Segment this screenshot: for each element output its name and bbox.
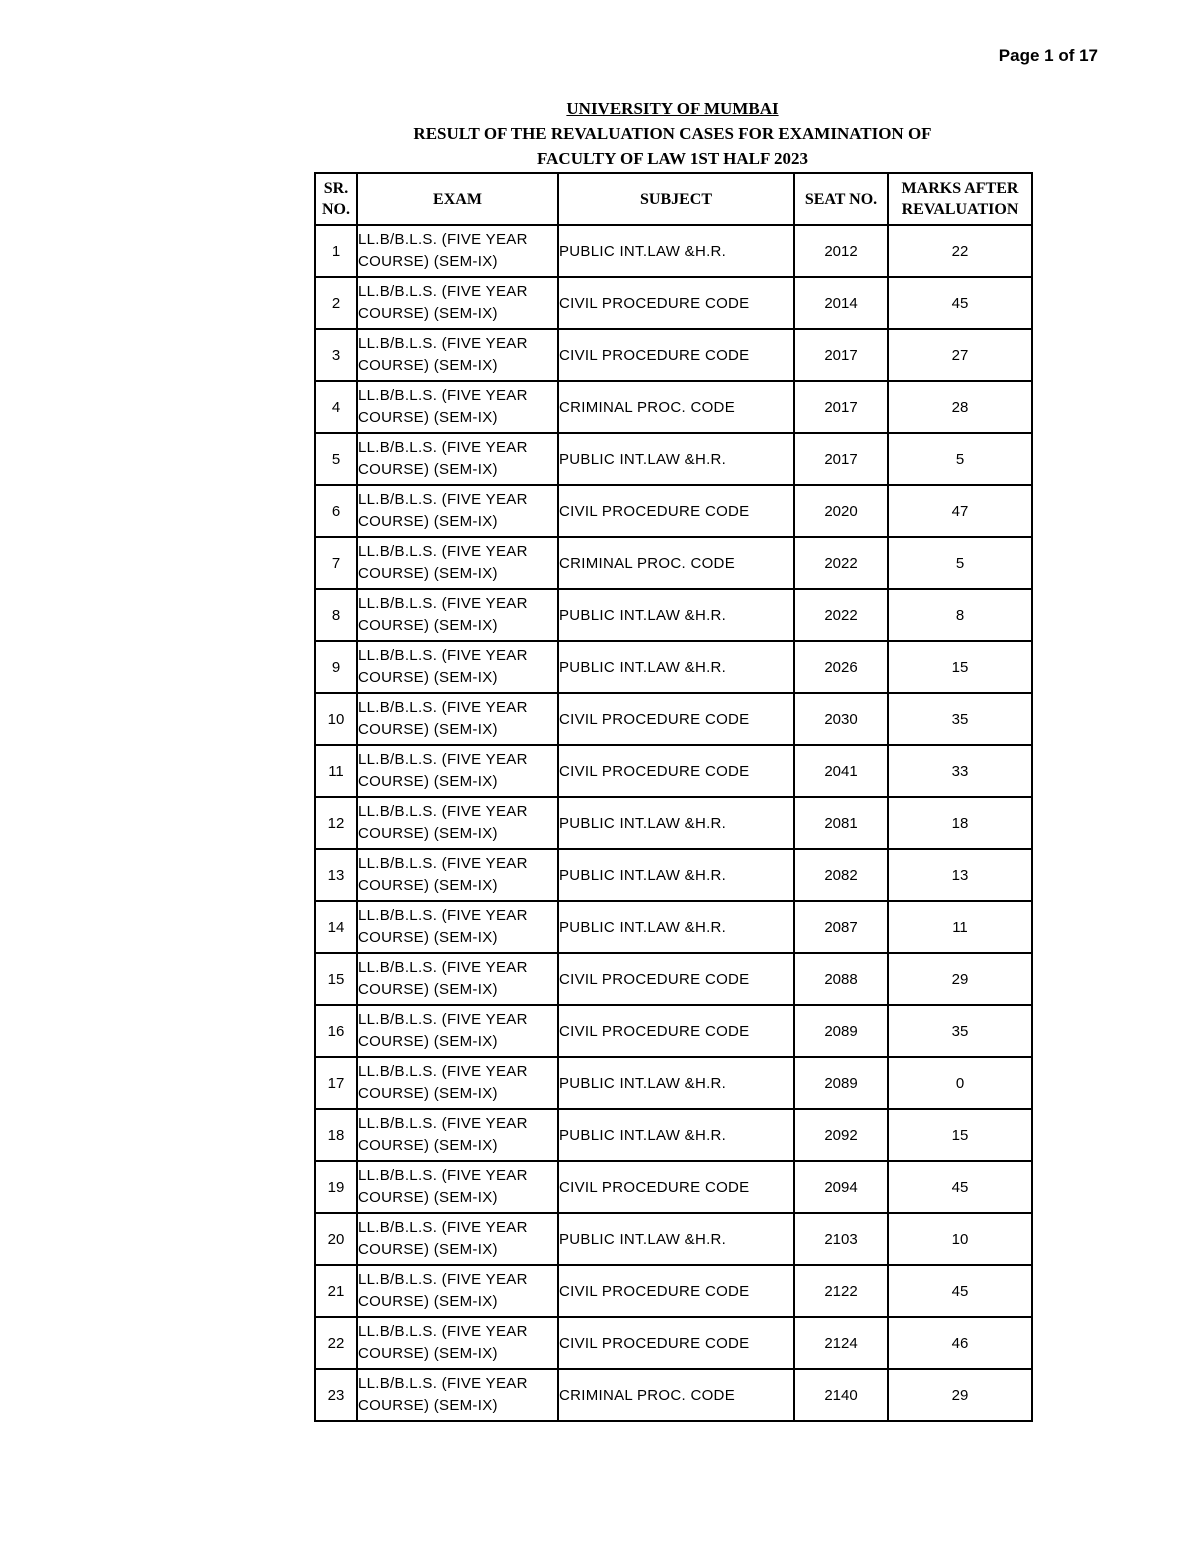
cell-sr: 1 bbox=[315, 225, 357, 277]
table-row bbox=[315, 589, 1032, 641]
cell-exam-line2: COURSE) (SEM-IX) bbox=[358, 1085, 498, 1102]
cell-exam-line1: LL.B/B.L.S. (FIVE YEAR bbox=[358, 543, 528, 560]
cell-exam-line1: LL.B/B.L.S. (FIVE YEAR bbox=[358, 1011, 528, 1028]
cell-exam-line2: COURSE) (SEM-IX) bbox=[358, 825, 498, 842]
page-number: Page 1 of 17 bbox=[998, 46, 1098, 65]
cell-subject: PUBLIC INT.LAW &H.R. bbox=[558, 1213, 794, 1265]
cell-exam bbox=[357, 485, 558, 537]
cell-exam-line1: LL.B/B.L.S. (FIVE YEAR bbox=[358, 1115, 528, 1132]
col-header-subject: SUBJECT bbox=[558, 173, 794, 225]
cell-exam-line1: LL.B/B.L.S. (FIVE YEAR bbox=[358, 1271, 528, 1288]
table-row bbox=[315, 225, 1032, 277]
cell-exam-line2: COURSE) (SEM-IX) bbox=[358, 461, 498, 478]
cell-exam bbox=[357, 901, 558, 953]
table-row bbox=[315, 277, 1032, 329]
cell-exam bbox=[357, 225, 558, 277]
cell-subject: CIVIL PROCEDURE CODE bbox=[558, 693, 794, 745]
cell-seat-no: 2030 bbox=[794, 693, 888, 745]
cell-exam-line1: LL.B/B.L.S. (FIVE YEAR bbox=[358, 751, 528, 768]
cell-exam-line2: COURSE) (SEM-IX) bbox=[358, 617, 498, 634]
cell-seat-no: 2020 bbox=[794, 485, 888, 537]
cell-subject: CIVIL PROCEDURE CODE bbox=[558, 1317, 794, 1369]
cell-subject: CIVIL PROCEDURE CODE bbox=[558, 277, 794, 329]
cell-sr: 11 bbox=[315, 745, 357, 797]
cell-subject: PUBLIC INT.LAW &H.R. bbox=[558, 1057, 794, 1109]
table-row bbox=[315, 797, 1032, 849]
cell-exam-line1: LL.B/B.L.S. (FIVE YEAR bbox=[358, 439, 528, 456]
table-row bbox=[315, 693, 1032, 745]
cell-marks: 18 bbox=[888, 797, 1032, 849]
cell-subject: CIVIL PROCEDURE CODE bbox=[558, 329, 794, 381]
cell-exam bbox=[357, 589, 558, 641]
table-header-row bbox=[315, 173, 1032, 225]
table-row bbox=[315, 1005, 1032, 1057]
cell-sr: 18 bbox=[315, 1109, 357, 1161]
cell-exam-line2: COURSE) (SEM-IX) bbox=[358, 1137, 498, 1154]
cell-exam-line2: COURSE) (SEM-IX) bbox=[358, 721, 498, 738]
cell-subject: CIVIL PROCEDURE CODE bbox=[558, 745, 794, 797]
cell-exam-line1: LL.B/B.L.S. (FIVE YEAR bbox=[358, 595, 528, 612]
table-row bbox=[315, 433, 1032, 485]
table-row bbox=[315, 953, 1032, 1005]
cell-marks: 5 bbox=[888, 537, 1032, 589]
cell-marks: 5 bbox=[888, 433, 1032, 485]
cell-sr: 13 bbox=[315, 849, 357, 901]
cell-sr: 17 bbox=[315, 1057, 357, 1109]
cell-sr: 15 bbox=[315, 953, 357, 1005]
cell-sr: 4 bbox=[315, 381, 357, 433]
cell-subject: CIVIL PROCEDURE CODE bbox=[558, 1265, 794, 1317]
cell-seat-no: 2017 bbox=[794, 433, 888, 485]
cell-sr: 7 bbox=[315, 537, 357, 589]
cell-exam-line1: LL.B/B.L.S. (FIVE YEAR bbox=[358, 1167, 528, 1184]
cell-exam-line2: COURSE) (SEM-IX) bbox=[358, 1189, 498, 1206]
cell-exam-line2: COURSE) (SEM-IX) bbox=[358, 1241, 498, 1258]
cell-exam-line1: LL.B/B.L.S. (FIVE YEAR bbox=[358, 1063, 528, 1080]
cell-subject: PUBLIC INT.LAW &H.R. bbox=[558, 849, 794, 901]
cell-seat-no: 2094 bbox=[794, 1161, 888, 1213]
cell-seat-no: 2089 bbox=[794, 1005, 888, 1057]
cell-marks: 35 bbox=[888, 1005, 1032, 1057]
cell-seat-no: 2022 bbox=[794, 589, 888, 641]
cell-exam-line2: COURSE) (SEM-IX) bbox=[358, 929, 498, 946]
cell-exam bbox=[357, 381, 558, 433]
cell-seat-no: 2092 bbox=[794, 1109, 888, 1161]
cell-subject: CRIMINAL PROC. CODE bbox=[558, 537, 794, 589]
cell-marks: 33 bbox=[888, 745, 1032, 797]
cell-marks: 13 bbox=[888, 849, 1032, 901]
cell-subject: PUBLIC INT.LAW &H.R. bbox=[558, 797, 794, 849]
result-title: RESULT OF THE REVALUATION CASES FOR EXAMINATION OF bbox=[413, 124, 932, 143]
cell-marks: 45 bbox=[888, 277, 1032, 329]
cell-seat-no: 2012 bbox=[794, 225, 888, 277]
cell-sr: 21 bbox=[315, 1265, 357, 1317]
table-row bbox=[315, 381, 1032, 433]
cell-exam-line1: LL.B/B.L.S. (FIVE YEAR bbox=[358, 699, 528, 716]
cell-exam bbox=[357, 745, 558, 797]
cell-seat-no: 2041 bbox=[794, 745, 888, 797]
cell-marks: 27 bbox=[888, 329, 1032, 381]
cell-seat-no: 2017 bbox=[794, 329, 888, 381]
cell-exam bbox=[357, 433, 558, 485]
cell-seat-no: 2088 bbox=[794, 953, 888, 1005]
cell-marks: 29 bbox=[888, 1369, 1032, 1421]
cell-sr: 16 bbox=[315, 1005, 357, 1057]
cell-subject: PUBLIC INT.LAW &H.R. bbox=[558, 901, 794, 953]
cell-subject: PUBLIC INT.LAW &H.R. bbox=[558, 433, 794, 485]
cell-exam bbox=[357, 1369, 558, 1421]
cell-exam-line2: COURSE) (SEM-IX) bbox=[358, 565, 498, 582]
cell-seat-no: 2014 bbox=[794, 277, 888, 329]
cell-sr: 2 bbox=[315, 277, 357, 329]
table-row bbox=[315, 1161, 1032, 1213]
table-row bbox=[315, 1109, 1032, 1161]
cell-subject: PUBLIC INT.LAW &H.R. bbox=[558, 641, 794, 693]
cell-exam-line1: LL.B/B.L.S. (FIVE YEAR bbox=[358, 1323, 528, 1340]
cell-exam-line1: LL.B/B.L.S. (FIVE YEAR bbox=[358, 387, 528, 404]
cell-exam-line1: LL.B/B.L.S. (FIVE YEAR bbox=[358, 907, 528, 924]
cell-sr: 8 bbox=[315, 589, 357, 641]
cell-exam-line2: COURSE) (SEM-IX) bbox=[358, 409, 498, 426]
col-header-sr: SR. NO. bbox=[315, 173, 357, 225]
cell-seat-no: 2122 bbox=[794, 1265, 888, 1317]
cell-subject: PUBLIC INT.LAW &H.R. bbox=[558, 225, 794, 277]
cell-exam-line2: COURSE) (SEM-IX) bbox=[358, 981, 498, 998]
cell-marks: 45 bbox=[888, 1265, 1032, 1317]
cell-marks: 15 bbox=[888, 641, 1032, 693]
cell-exam bbox=[357, 329, 558, 381]
cell-marks: 46 bbox=[888, 1317, 1032, 1369]
cell-subject: CIVIL PROCEDURE CODE bbox=[558, 1005, 794, 1057]
cell-seat-no: 2017 bbox=[794, 381, 888, 433]
cell-marks: 15 bbox=[888, 1109, 1032, 1161]
cell-exam bbox=[357, 797, 558, 849]
table-row bbox=[315, 901, 1032, 953]
cell-seat-no: 2124 bbox=[794, 1317, 888, 1369]
cell-seat-no: 2140 bbox=[794, 1369, 888, 1421]
cell-exam-line1: LL.B/B.L.S. (FIVE YEAR bbox=[358, 491, 528, 508]
cell-subject: PUBLIC INT.LAW &H.R. bbox=[558, 589, 794, 641]
cell-subject: CIVIL PROCEDURE CODE bbox=[558, 953, 794, 1005]
table-row bbox=[315, 745, 1032, 797]
cell-marks: 35 bbox=[888, 693, 1032, 745]
table-row bbox=[315, 329, 1032, 381]
cell-sr: 20 bbox=[315, 1213, 357, 1265]
cell-exam bbox=[357, 953, 558, 1005]
cell-sr: 6 bbox=[315, 485, 357, 537]
cell-sr: 3 bbox=[315, 329, 357, 381]
cell-exam bbox=[357, 277, 558, 329]
cell-subject: CIVIL PROCEDURE CODE bbox=[558, 1161, 794, 1213]
cell-seat-no: 2082 bbox=[794, 849, 888, 901]
col-header-exam: EXAM bbox=[357, 173, 558, 225]
cell-exam-line2: COURSE) (SEM-IX) bbox=[358, 513, 498, 530]
cell-sr: 22 bbox=[315, 1317, 357, 1369]
cell-exam-line2: COURSE) (SEM-IX) bbox=[358, 357, 498, 374]
cell-exam-line2: COURSE) (SEM-IX) bbox=[358, 877, 498, 894]
col-header-marks: MARKS AFTER REVALUATION bbox=[888, 173, 1032, 225]
cell-sr: 23 bbox=[315, 1369, 357, 1421]
cell-exam-line1: LL.B/B.L.S. (FIVE YEAR bbox=[358, 855, 528, 872]
table-row bbox=[315, 1317, 1032, 1369]
cell-exam-line2: COURSE) (SEM-IX) bbox=[358, 253, 498, 270]
cell-exam-line1: LL.B/B.L.S. (FIVE YEAR bbox=[358, 231, 528, 248]
cell-seat-no: 2026 bbox=[794, 641, 888, 693]
cell-marks: 45 bbox=[888, 1161, 1032, 1213]
university-title: UNIVERSITY OF MUMBAI bbox=[566, 99, 779, 118]
cell-sr: 12 bbox=[315, 797, 357, 849]
cell-sr: 14 bbox=[315, 901, 357, 953]
cell-sr: 10 bbox=[315, 693, 357, 745]
cell-seat-no: 2022 bbox=[794, 537, 888, 589]
cell-exam-line2: COURSE) (SEM-IX) bbox=[358, 1293, 498, 1310]
cell-exam-line1: LL.B/B.L.S. (FIVE YEAR bbox=[358, 647, 528, 664]
results-table bbox=[314, 172, 1033, 1422]
table-row bbox=[315, 1265, 1032, 1317]
cell-marks: 29 bbox=[888, 953, 1032, 1005]
cell-subject: CRIMINAL PROC. CODE bbox=[558, 1369, 794, 1421]
table-row bbox=[315, 537, 1032, 589]
cell-subject: PUBLIC INT.LAW &H.R. bbox=[558, 1109, 794, 1161]
cell-marks: 11 bbox=[888, 901, 1032, 953]
col-header-seat: SEAT NO. bbox=[794, 173, 888, 225]
cell-exam-line1: LL.B/B.L.S. (FIVE YEAR bbox=[358, 803, 528, 820]
cell-exam bbox=[357, 849, 558, 901]
table-row bbox=[315, 1057, 1032, 1109]
cell-seat-no: 2081 bbox=[794, 797, 888, 849]
table-row bbox=[315, 849, 1032, 901]
cell-seat-no: 2087 bbox=[794, 901, 888, 953]
cell-sr: 9 bbox=[315, 641, 357, 693]
cell-exam-line1: LL.B/B.L.S. (FIVE YEAR bbox=[358, 335, 528, 352]
cell-marks: 47 bbox=[888, 485, 1032, 537]
table-row bbox=[315, 485, 1032, 537]
cell-exam-line2: COURSE) (SEM-IX) bbox=[358, 1397, 498, 1414]
cell-exam-line1: LL.B/B.L.S. (FIVE YEAR bbox=[358, 1375, 528, 1392]
cell-seat-no: 2089 bbox=[794, 1057, 888, 1109]
cell-sr: 5 bbox=[315, 433, 357, 485]
cell-exam bbox=[357, 1057, 558, 1109]
cell-marks: 10 bbox=[888, 1213, 1032, 1265]
cell-subject: CRIMINAL PROC. CODE bbox=[558, 381, 794, 433]
cell-exam-line2: COURSE) (SEM-IX) bbox=[358, 669, 498, 686]
cell-exam-line1: LL.B/B.L.S. (FIVE YEAR bbox=[358, 959, 528, 976]
cell-exam bbox=[357, 693, 558, 745]
cell-seat-no: 2103 bbox=[794, 1213, 888, 1265]
cell-marks: 22 bbox=[888, 225, 1032, 277]
cell-exam bbox=[357, 1213, 558, 1265]
cell-exam-line1: LL.B/B.L.S. (FIVE YEAR bbox=[358, 283, 528, 300]
cell-marks: 0 bbox=[888, 1057, 1032, 1109]
cell-exam-line1: LL.B/B.L.S. (FIVE YEAR bbox=[358, 1219, 528, 1236]
cell-marks: 8 bbox=[888, 589, 1032, 641]
cell-exam bbox=[357, 1109, 558, 1161]
cell-subject: CIVIL PROCEDURE CODE bbox=[558, 485, 794, 537]
cell-exam-line2: COURSE) (SEM-IX) bbox=[358, 305, 498, 322]
table-body bbox=[315, 225, 1032, 1421]
cell-exam bbox=[357, 1161, 558, 1213]
cell-exam-line2: COURSE) (SEM-IX) bbox=[358, 773, 498, 790]
cell-exam-line2: COURSE) (SEM-IX) bbox=[358, 1033, 498, 1050]
cell-sr: 19 bbox=[315, 1161, 357, 1213]
table-row bbox=[315, 1213, 1032, 1265]
cell-exam bbox=[357, 1005, 558, 1057]
table-row bbox=[315, 641, 1032, 693]
cell-exam bbox=[357, 1265, 558, 1317]
cell-exam bbox=[357, 641, 558, 693]
faculty-title: FACULTY OF LAW 1ST HALF 2023 bbox=[537, 149, 808, 168]
cell-exam bbox=[357, 1317, 558, 1369]
table-row bbox=[315, 1369, 1032, 1421]
document-header bbox=[314, 96, 1031, 171]
cell-exam-line2: COURSE) (SEM-IX) bbox=[358, 1345, 498, 1362]
cell-exam bbox=[357, 537, 558, 589]
cell-marks: 28 bbox=[888, 381, 1032, 433]
